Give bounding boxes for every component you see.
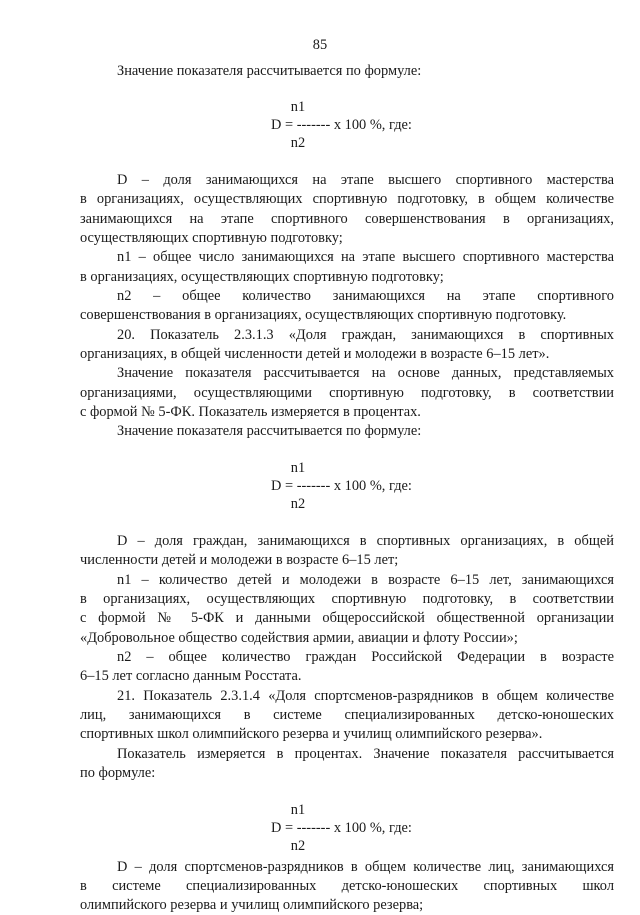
text-line: n2 – общее количество граждан Российской Федерации в возрасте	[117, 649, 614, 665]
text-line: Показатель измеряется в процентах. Значение показателя рассчитывается	[117, 746, 614, 762]
text-line: лиц, занимающихся в системе специализированных детско-юношеских	[80, 707, 614, 723]
formula-denominator: n2	[290, 838, 306, 854]
text-line: 6–15 лет согласно данным Росстата.	[80, 668, 302, 684]
formula-numerator: n1	[290, 99, 306, 115]
text-line: совершенствования в организациях, осуществляющих спортивную подготовку.	[80, 307, 567, 323]
text-line: n1 – количество детей и молодежи в возрасте 6–15 лет, занимающихся	[117, 572, 614, 588]
text-line: с формой № 5-ФК и данными общероссийской общественной организации	[80, 610, 614, 626]
formula-expression: D = ------- x 100 %, где:	[271, 117, 412, 133]
text-line: спортивных школ олимпийского резерва и училищ олимпийского резерва».	[80, 726, 543, 742]
text-line: 21. Показатель 2.3.1.4 «Доля спортсменов-разрядников в общем количестве	[117, 688, 614, 704]
text-line: Значение показателя рассчитывается на основе данных, представляемых	[117, 365, 614, 381]
text-line: 20. Показатель 2.3.1.3 «Доля граждан, занимающихся в спортивных	[117, 327, 614, 343]
text-line: организациях, в общей численности детей и молодежи в возрасте 6–15 лет».	[80, 346, 550, 362]
text-line: D – доля занимающихся на этапе высшего спортивного мастерства	[117, 172, 614, 188]
formula-denominator: n2	[290, 135, 306, 151]
text-line: D – доля спортсменов-разрядников в общем количестве лиц, занимающихся	[117, 859, 614, 875]
text-line: Значение показателя рассчитывается по формуле:	[117, 423, 422, 439]
text-line: в организациях, осуществляющих спортивную подготовку;	[80, 269, 444, 285]
formula-expression: D = ------- x 100 %, где:	[271, 478, 412, 494]
text-line: n2 – общее количество занимающихся на этапе спортивного	[117, 288, 614, 304]
text-line: олимпийского резерва и училищ олимпийского резерва;	[80, 897, 424, 913]
text-line: D – доля граждан, занимающихся в спортивных организациях, в общей	[117, 533, 614, 549]
text-line: численности детей и молодежи в возрасте 6–15 лет;	[80, 552, 399, 568]
text-line: организациями, осуществляющими спортивную подготовку, в соответствии	[80, 385, 614, 401]
formula-denominator: n2	[290, 496, 306, 512]
text-line: «Добровольное общество содействия армии, авиации и флоту России»;	[80, 630, 518, 646]
text-line: Значение показателя рассчитывается по формуле:	[117, 63, 422, 79]
text-line: n1 – общее число занимающихся на этапе высшего спортивного мастерства	[117, 249, 614, 265]
formula-numerator: n1	[290, 460, 306, 476]
text-line: по формуле:	[80, 765, 156, 781]
text-line: занимающихся на этапе спортивного совершенствования в организациях,	[80, 211, 614, 227]
formula-expression: D = ------- x 100 %, где:	[271, 820, 412, 836]
text-line: в организациях, осуществляющих спортивную подготовку, в общем количестве	[80, 191, 614, 207]
text-line: с формой № 5-ФК. Показатель измеряется в процентах.	[80, 404, 421, 420]
text-line: в организациях, осуществляющих спортивную подготовку, в соответствии	[80, 591, 614, 607]
page-number: 85	[312, 37, 328, 53]
text-line: осуществляющих спортивную подготовку;	[80, 230, 343, 246]
formula-numerator: n1	[290, 802, 306, 818]
text-line: в системе специализированных детско-юношеских спортивных школ	[80, 878, 614, 894]
